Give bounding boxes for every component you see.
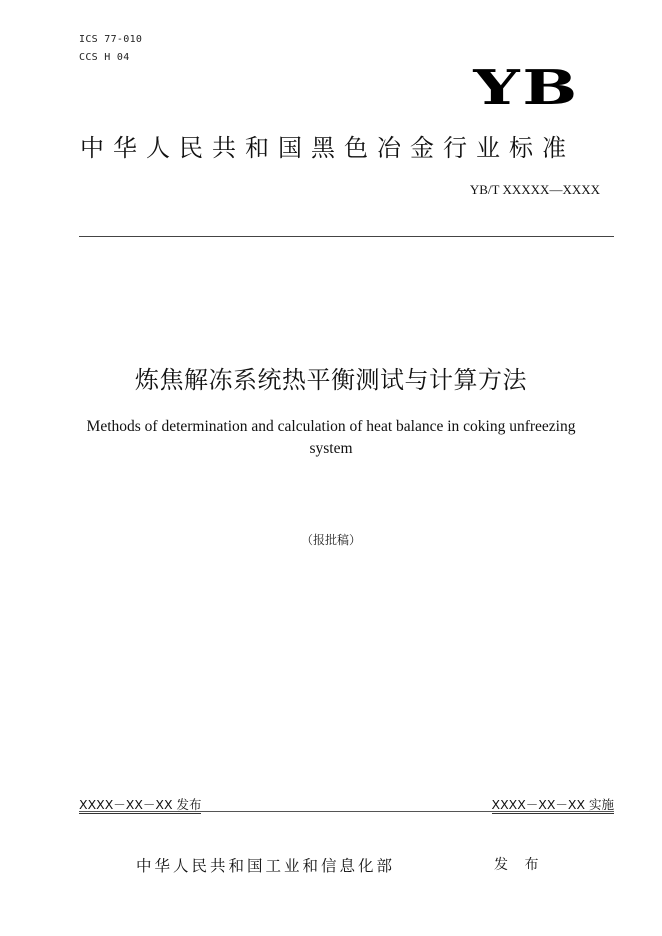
yb-logo: YB: [473, 60, 580, 116]
ccs-code: CCS H 04: [79, 52, 130, 63]
issue-date: XXXX－XX－XX 发布: [79, 797, 202, 812]
title-chinese: 炼焦解冻系统热平衡测试与计算方法: [135, 366, 527, 394]
title-english: [40, 416, 622, 460]
footer-divider: [79, 811, 614, 812]
header-divider: [79, 236, 614, 237]
draft-status: （报批稿）: [300, 533, 361, 547]
title-english-line2: system: [309, 440, 353, 457]
standard-number: YB/T XXXXX—XXXX: [469, 182, 600, 197]
publish-word: 发 布: [494, 857, 545, 873]
publisher: 中华人民共和国工业和信息化部: [136, 857, 396, 875]
title-english-line1: Methods of determination and calculation of heat balance in coking unfreezing: [86, 418, 576, 435]
implement-date: XXXX－XX－XX 实施: [491, 797, 614, 812]
standard-organization: 中华人民共和国黑色冶金行业标准: [80, 134, 575, 162]
ics-code: ICS 77-010: [79, 34, 143, 45]
